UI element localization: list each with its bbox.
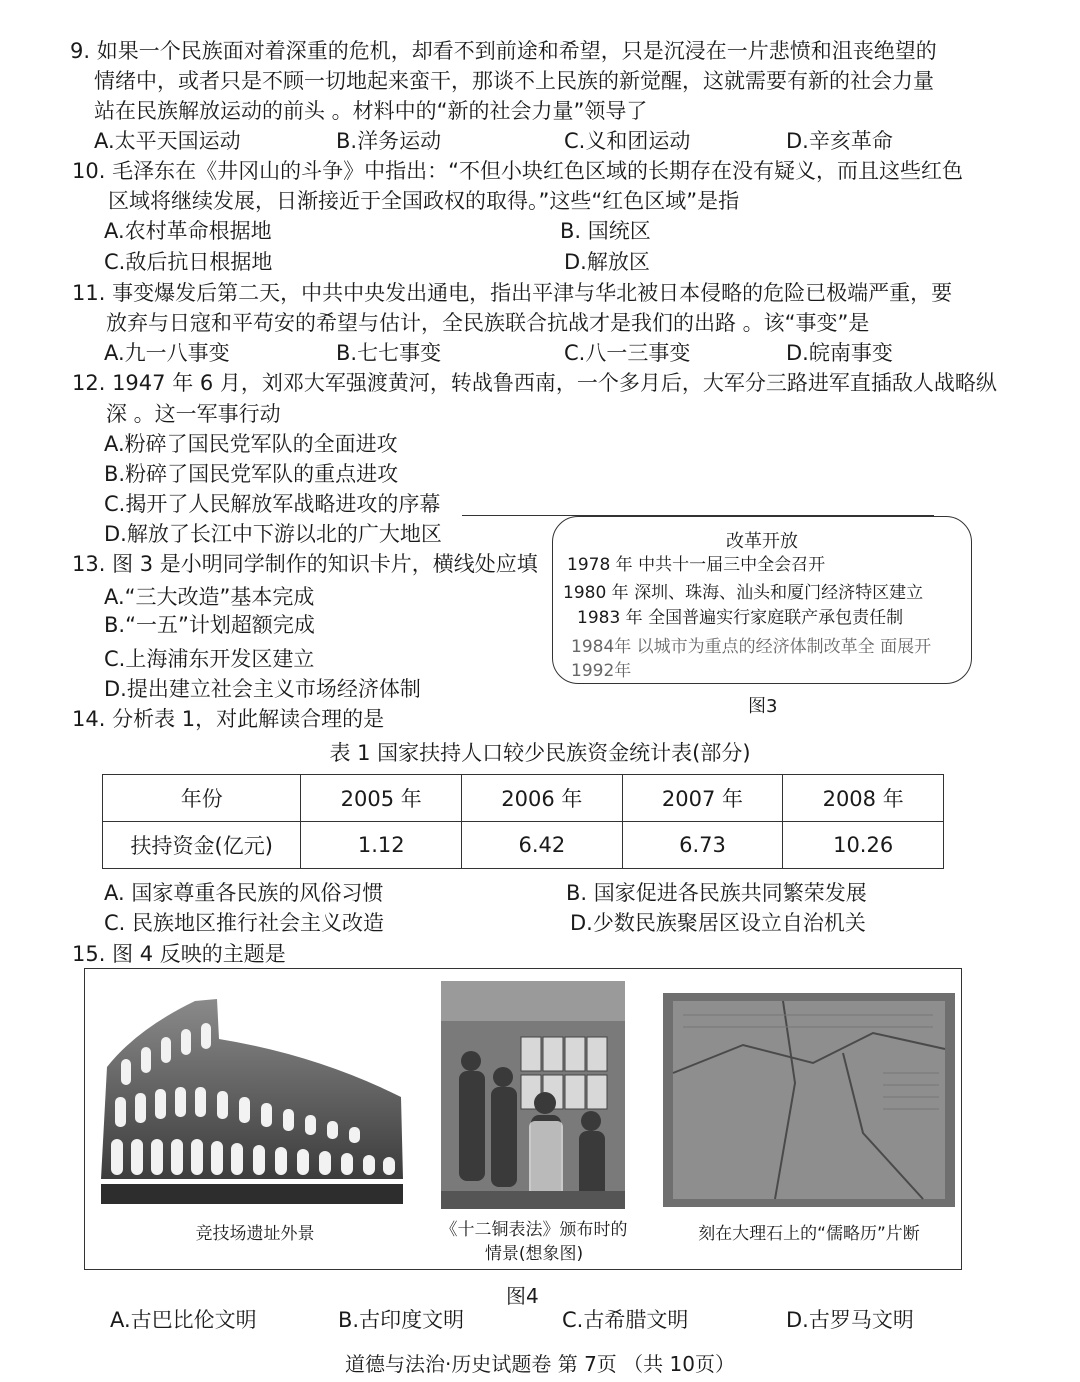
q11-option-b: B.七七事变 (336, 341, 442, 365)
figure-4-label: 图4 (506, 1284, 539, 1308)
q11-option-a: A.九一八事变 (104, 341, 230, 365)
q15-option-d: D.古罗马文明 (786, 1308, 914, 1332)
q13-option-c: C.上海浦东开发区建立 (104, 647, 315, 671)
colosseum-image (97, 979, 405, 1211)
card-row-1978: 1978 年 中共十一届三中全会召开 (567, 555, 826, 575)
card-row-1980: 1980 年 深圳、珠海、汕头和厦门经济特区建立 (563, 583, 924, 603)
q14-option-c: C. 民族地区推行社会主义改造 (104, 911, 385, 935)
q13-option-b: B.“一五”计划超额完成 (104, 613, 315, 637)
julian-calendar-image (663, 993, 955, 1207)
q12-option-d: D.解放了长江中下游以北的广大地区 (104, 522, 442, 546)
card-row-1984: 1984年 以城市为重点的经济体制改革全 面展开 (571, 637, 932, 657)
q10-option-d: D.解放区 (564, 250, 650, 274)
q15-stem: 15. 图 4 反映的主题是 (72, 942, 286, 966)
q11-option-d: D.皖南事变 (786, 341, 893, 365)
q10-stem-line1: 10. 毛泽东在《井冈山的斗争》中指出：“不但小块红色区域的长期存在没有疑义，而且这些红色 (72, 159, 963, 183)
card-row-1983: 1983 年 全国普遍实行家庭联产承包责任制 (577, 608, 904, 628)
q13-option-d: D.提出建立社会主义市场经济体制 (104, 677, 421, 701)
q9-option-a: A.太平天国运动 (94, 129, 241, 153)
q9-option-d: D.辛亥革命 (786, 129, 893, 153)
caption-twelve-tables-line2: 情景(想象图) (484, 1244, 584, 1264)
q9-option-b: B.洋务运动 (336, 129, 442, 153)
table-caption: 表 1 国家扶持人口较少民族资金统计表(部分) (329, 741, 751, 765)
q9-stem-line3: 站在民族解放运动的前头 。材料中的“新的社会力量”领导了 (94, 99, 648, 123)
caption-colosseum: 竞技场遗址外景 (195, 1224, 315, 1244)
caption-twelve-tables-line1: 《十二铜表法》颁布时的 (440, 1220, 628, 1240)
funding-table (102, 774, 944, 869)
q15-option-b: B.古印度文明 (338, 1308, 465, 1332)
figure-4-frame (84, 968, 962, 1270)
q13-option-a: A.“三大改造”基本完成 (104, 585, 315, 609)
twelve-tables-image (441, 981, 625, 1209)
q12-option-b: B.粉碎了国民党军队的重点进攻 (104, 462, 399, 486)
q10-stem-line2: 区域将继续发展，日渐接近于全国政权的取得。”这些“红色区域”是指 (108, 189, 740, 213)
q12-option-c: C.揭开了人民解放军战略进攻的序幕 (104, 492, 441, 516)
page-footer: 道德与法治·历史试题卷 第 7页 （共 10页） (345, 1352, 735, 1376)
table-cell: 扶持资金(亿元) (103, 822, 301, 869)
q12-stem-line2: 深 。这一军事行动 (106, 402, 281, 426)
q10-option-c: C.敌后抗日根据地 (104, 250, 273, 274)
q9-stem-line1: 9. 如果一个民族面对着深重的危机，却看不到前途和希望，只是沉浸在一片悲愤和沮丧绝望的 (70, 39, 937, 63)
q10-option-a: A.农村革命根据地 (104, 219, 272, 243)
table-header-cell: 2005 年 (301, 775, 462, 822)
q11-stem-line1: 11. 事变爆发后第二天，中共中央发出通电，指出平津与华北被日本侵略的危险已极端严重，要 (72, 281, 953, 305)
q11-stem-line2: 放弃与日寇和平苟安的希望与估计，全民族联合抗战才是我们的出路 。该“事变”是 (106, 311, 870, 335)
table-header-cell: 2006 年 (462, 775, 623, 822)
q13-stem: 13. 图 3 是小明同学制作的知识卡片，横线处应填 (72, 552, 538, 576)
q11-option-c: C.八一三事变 (564, 341, 691, 365)
q14-option-a: A. 国家尊重各民族的风俗习惯 (104, 881, 384, 905)
q14-stem: 14. 分析表 1，对此解读合理的是 (72, 707, 385, 731)
caption-julian-calendar: 刻在大理石上的“儒略历”片断 (698, 1224, 920, 1244)
table-header-cell: 年份 (103, 775, 301, 822)
q15-option-c: C.古希腊文明 (562, 1308, 689, 1332)
figure-3-label: 图3 (748, 696, 778, 717)
knowledge-card (552, 516, 972, 684)
q14-option-b: B. 国家促进各民族共同繁荣发展 (566, 881, 867, 905)
q10-option-b: B. 国统区 (560, 219, 651, 243)
table-header-cell: 2007 年 (622, 775, 783, 822)
card-title: 改革开放 (726, 531, 798, 552)
table-cell: 1.12 (301, 822, 462, 869)
q12-stem-line1: 12. 1947 年 6 月，刘邓大军强渡黄河，转战鲁西南，一个多月后，大军分三路进军直插敌人战略纵 (72, 371, 997, 395)
q9-stem-line2: 情绪中，或者只是不顾一切地起来蛮干，那谈不上民族的新觉醒，这就需要有新的社会力量 (94, 69, 934, 93)
q14-option-d: D.少数民族聚居区设立自治机关 (570, 911, 866, 935)
table-header-row (103, 775, 944, 822)
card-row-1992: 1992年 (571, 661, 632, 681)
q9-option-c: C.义和团运动 (564, 129, 691, 153)
table-cell: 10.26 (783, 822, 944, 869)
table-cell: 6.42 (462, 822, 623, 869)
table-row (103, 822, 944, 869)
q15-option-a: A.古巴比伦文明 (110, 1308, 257, 1332)
q12-option-a: A.粉碎了国民党军队的全面进攻 (104, 432, 398, 456)
table-cell: 6.73 (622, 822, 783, 869)
table-header-cell: 2008 年 (783, 775, 944, 822)
